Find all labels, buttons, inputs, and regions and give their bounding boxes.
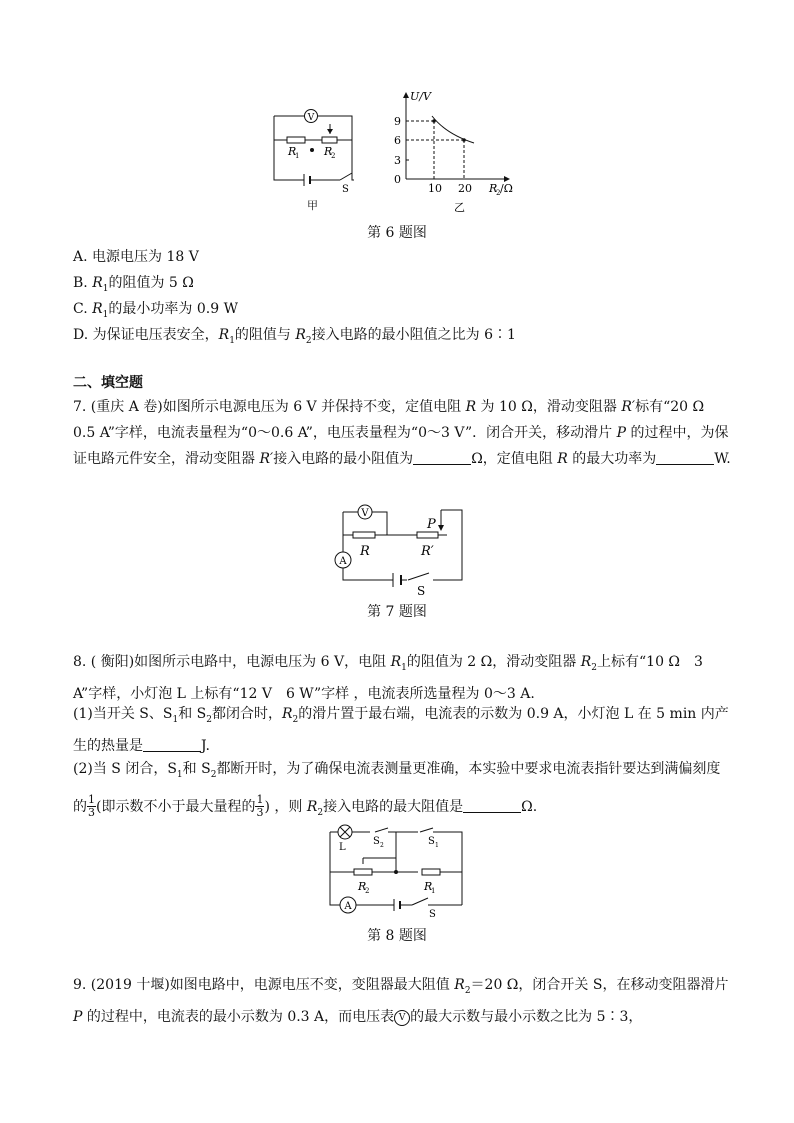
option-c: C. $R_1$的最小功率为 0.9 W [73,301,238,320]
y-tick-label: 0 [394,173,401,186]
question-7: 7. (重庆 A 卷)如图所示电源电压为 6 V 并保持不变，定值电阻 R 为 10 Ω，滑动变阻器 R′标有“20 Ω 0.5 A”字样，电流表量程为“0～0.6 A”，电压表量程为“0～3 V”．闭合开关，移动滑片 P 的过程中，为保证电路元件安全，滑动变阻器 R′接入电路的最小阻值为 Ω，定值电阻 R 的最大功率为 W. [73,399,731,467]
svg-text:S: S [428,836,435,847]
svg-text:A: A [339,556,347,567]
option-d: D. 为保证电压表安全，$R_1$的阻值与 $R_2$接入电路的最小阻值之比为 6∶1 [73,327,516,346]
option-b: B. $R_1$的阻值为 5 Ω [73,275,194,294]
fig8-caption: 第 8 题图 [367,928,427,944]
svg-text:S: S [373,836,380,847]
svg-text:/Ω: /Ω [500,182,513,195]
svg-text:2: 2 [380,842,384,849]
svg-text:L: L [339,842,346,853]
y-tick-label: 6 [394,134,401,147]
data-point [462,138,466,142]
option-a: A. 电源电压为 18 V [73,249,199,265]
svg-text:S: S [342,184,349,195]
answer-blank[interactable] [463,798,521,813]
fig6-caption: 第 6 题图 [367,225,427,241]
y-axis-label: U/V [410,90,431,103]
svg-text:R: R [358,880,367,893]
svg-text:2: 2 [365,887,370,895]
question-8-part1: (1)当开关 S、$S_1$和 $S_2$都闭合时，$R_2$的滑片置于最右端，电流表的示数为 0.9 A，小灯泡 L 在 5 min 内产生的热量是 J. [73,706,729,754]
y-tick-label: 3 [394,154,401,167]
svg-text:R: R [424,880,433,893]
svg-text:V: V [361,508,369,519]
svg-text:S: S [417,584,426,596]
x-axis-label: R [489,182,498,195]
fraction-one-third: $\frac{1}{3}$ [88,793,95,820]
y-tick-label: 9 [394,115,401,128]
svg-text:R: R [288,145,297,158]
fig7-caption: 第 7 题图 [367,604,427,620]
question-9: 9. (2019 十堰)如图电路中，电源电压不变，变阻器最大阻值 $R_2=20$ Ω，闭合开关 S，在移动变阻器滑片 P 的过程中，电流表的最小示数为 0.3 A，而电压表 V 的最大示数与最小示数之比为 5∶3， [73,977,729,1025]
svg-text:R: R [324,145,333,158]
fig6-circuit-diagram [262,100,372,200]
fig6-graph-label: 乙 [454,201,465,214]
question-8-stem: 8. ( 衡阳)如图所示电路中，电源电压为 6 V，电阻 $R_1$的阻值为 2 Ω，滑动变阻器 $R_2$上标有“10 Ω 3 A”字样，小灯泡 L 上标有“12 V 6 W”字样 ，电流表所选量程为 0～3 A. [73,654,703,702]
svg-text:2: 2 [331,152,336,160]
svg-text:A: A [344,901,352,912]
voltmeter-symbol-icon: V [394,1010,410,1026]
x-tick-label: 20 [458,182,472,195]
answer-blank[interactable] [656,450,714,465]
junction-dot [310,148,314,152]
svg-text:1: 1 [431,887,436,895]
fig7-circuit-diagram [325,500,470,596]
fig6-meter-label: V [307,113,315,123]
fig6-circuit-label: 甲 [307,199,318,212]
svg-text:R′: R′ [421,544,434,559]
answer-blank[interactable] [143,737,201,752]
svg-text:S: S [429,909,436,920]
svg-text:P: P [427,517,436,532]
data-point [432,119,436,123]
answer-blank[interactable] [413,450,471,465]
x-tick-label: 10 [428,182,442,195]
fig8-circuit-diagram [320,820,470,920]
svg-text:1: 1 [295,152,300,160]
svg-text:1: 1 [435,842,439,849]
section-heading: 二、填空题 [73,375,143,391]
svg-text:R: R [360,544,370,559]
svg-text:2: 2 [496,189,501,197]
fraction-one-third: $\frac{1}{3}$ [256,793,264,820]
question-8-part2: (2)当 S 闭合，$S_1$和 $S_2$都断开时，为了确保电流表测量更准确，本实验中要求电流表指针要达到满偏刻度的 $\frac{1}{3}$ (即示数不小于最大量程的 $\frac{1}{3}$ ) ，则 $R_2$接入电路的最大阻值是 Ω. [73,761,721,820]
curve-line [432,116,474,143]
fig6-graph [388,88,528,218]
